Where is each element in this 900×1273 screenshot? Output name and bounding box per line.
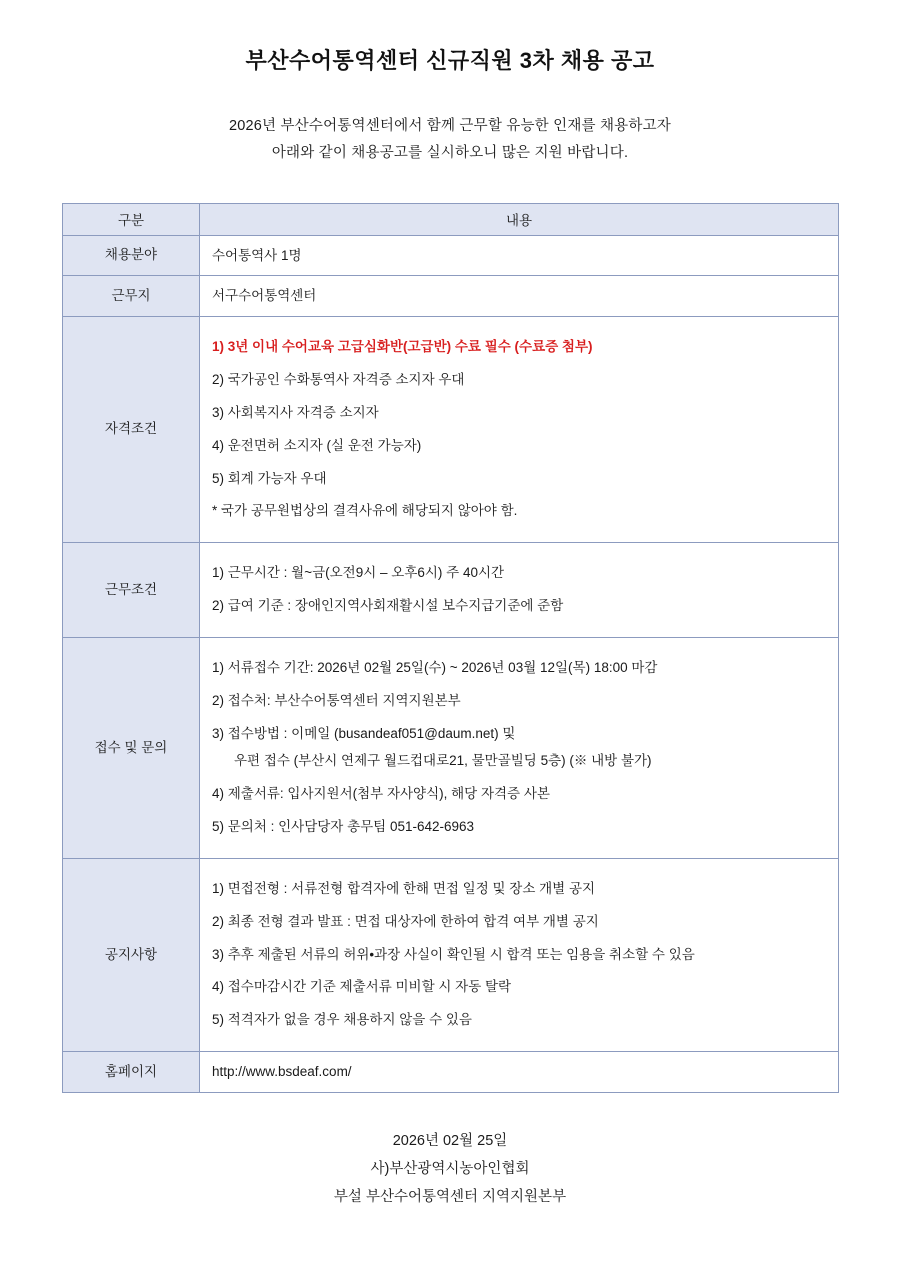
- table-row: [63, 543, 839, 638]
- row-line: 5) 적격자가 없을 경우 채용하지 않을 수 있음: [212, 1012, 472, 1028]
- row-body-homepage: [200, 1052, 839, 1093]
- table-row: [63, 858, 839, 1052]
- row-body-location: [200, 276, 839, 317]
- row-line: 5) 회계 가능자 우대: [212, 470, 327, 486]
- table-header-category: 구분: [63, 203, 200, 235]
- row-line: 2) 접수처: 부산수어통역센터 지역지원본부: [212, 693, 461, 709]
- row-line: 3) 추후 제출된 서류의 허위•과장 사실이 확인될 시 합격 또는 임용을 취소할 수 있음: [212, 946, 695, 962]
- row-line: 4) 제출서류: 입사지원서(첨부 자사양식), 해당 자격증 사본: [212, 785, 550, 801]
- row-label-application: 접수 및 문의: [63, 638, 200, 859]
- row-line: 4) 운전면허 소지자 (실 운전 가능자): [212, 437, 422, 453]
- row-line: 4) 접수마감시간 기준 제출서류 미비할 시 자동 탈락: [212, 979, 512, 995]
- row-line: 1) 서류접수 기간: 2026년 02월 25일(수) ~ 2026년 03월 12일(목) 18:00 마감: [212, 660, 658, 676]
- footer-date: 2026년 02월 25일: [392, 1132, 508, 1149]
- row-label-qualifications: 자격조건: [63, 316, 200, 543]
- page-title: 부산수어통역센터 신규직원 3차 채용 공고: [245, 48, 655, 73]
- row-body-field: [200, 235, 839, 276]
- row-line-continued: [212, 751, 838, 778]
- row-body-application: [200, 638, 839, 859]
- row-body-qualifications: [200, 316, 839, 543]
- document-footer: [62, 1127, 838, 1212]
- row-line-emphasized: 1) 3년 이내 수어교육 고급심화반(고급반) 수료 필수 (수료증 첨부): [212, 338, 593, 354]
- row-line: 1) 근무시간 : 월~금(오전9시 – 오후6시) 주 40시간: [212, 565, 505, 581]
- row-label-notices: 공지사항: [63, 858, 200, 1052]
- table-row: [63, 316, 839, 543]
- row-line: 1) 면접전형 : 서류전형 합격자에 한해 면접 일정 및 장소 개별 공지: [212, 880, 596, 896]
- intro-paragraph: [62, 113, 838, 167]
- row-line: 서구수어통역센터: [212, 288, 317, 304]
- table-row: [63, 638, 839, 859]
- row-line-note: * 국가 공무원법상의 결격사유에 해당되지 않아야 함.: [212, 503, 518, 519]
- intro-line-2: 아래와 같이 채용공고를 실시하오니 많은 지원 바랍니다.: [271, 144, 629, 161]
- intro-line-1: 2026년 부산수어통역센터에서 함께 근무할 유능한 인재를 채용하고자: [228, 118, 671, 134]
- table-row: [63, 235, 839, 276]
- homepage-url[interactable]: http://www.bsdeaf.com/: [212, 1064, 352, 1080]
- row-line: 5) 문의처 : 인사담당자 총무팀 051-642-6963: [212, 818, 475, 834]
- row-body-notices: [200, 858, 839, 1052]
- row-label-work-conditions: 근무조건: [63, 543, 200, 638]
- footer-department: 부설 부산수어통역센터 지역지원본부: [333, 1189, 567, 1206]
- recruitment-table: [62, 203, 839, 1093]
- row-label-location: 근무지: [63, 276, 200, 317]
- row-line-indent: 우편 접수 (부산시 연제구 월드컵대로21, 물만골빌딩 5층) (※ 내방 불가): [234, 752, 652, 768]
- row-line: 2) 국가공인 수화통역사 자격증 소지자 우대: [212, 371, 465, 387]
- table-row: [63, 276, 839, 317]
- table-header-content: 내용: [200, 203, 839, 235]
- row-line: 2) 급여 기준 : 장애인지역사회재활시설 보수지급기준에 준함: [212, 598, 564, 614]
- row-line: 3) 접수방법 : 이메일 (busandeaf051@daum.net) 및: [212, 726, 516, 742]
- row-body-work-conditions: [200, 543, 839, 638]
- table-row: [63, 1052, 839, 1093]
- row-label-homepage: 홈페이지: [63, 1052, 200, 1093]
- row-line: 3) 사회복지사 자격증 소지자: [212, 404, 379, 420]
- footer-organization: 사)부산광역시농아인협회: [370, 1161, 530, 1178]
- row-label-field: 채용분야: [63, 235, 200, 276]
- row-line: 2) 최종 전형 결과 발표 : 면접 대상자에 한하여 합격 여부 개별 공지: [212, 913, 599, 929]
- row-line: 수어통역사 1명: [212, 247, 302, 263]
- table-header-row: [63, 203, 839, 235]
